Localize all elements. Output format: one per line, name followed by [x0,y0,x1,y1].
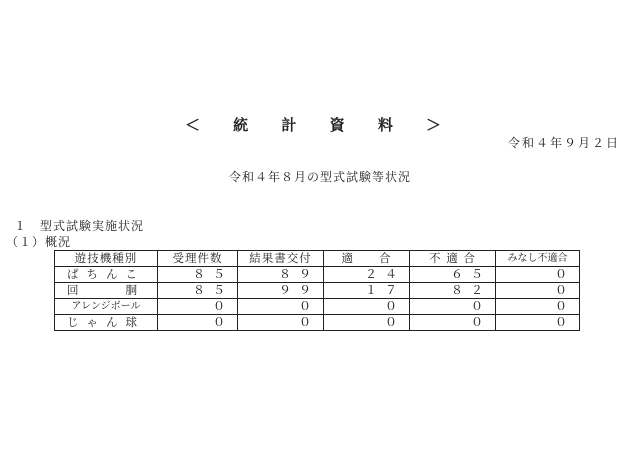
header-machine-type: 遊技機種別 [55,251,158,267]
row-type: 回 胴 [55,283,158,299]
row-type: アレンジボール [55,299,158,315]
cell-compliant: ０ [324,315,410,331]
cell-deemed-noncompliant: ０ [496,315,580,331]
cell-results-issued: ９９ [238,283,324,299]
section-heading: １ 型式試験実施状況 [14,219,145,233]
page-title: ＜ 統 計 資 料 ＞ [184,116,456,134]
cell-deemed-noncompliant: ０ [496,267,580,283]
cell-results-issued: ０ [238,315,324,331]
subsection-heading: （１）概況 [6,235,72,249]
cell-received: ０ [158,299,238,315]
statistics-table [54,250,580,331]
cell-noncompliant: ８２ [410,283,496,299]
cell-compliant: ２４ [324,267,410,283]
cell-received: ８５ [158,283,238,299]
cell-noncompliant: ０ [410,299,496,315]
table-row [55,267,580,283]
table-header-row [55,251,580,267]
cell-compliant: １７ [324,283,410,299]
row-type: じゃん球 [55,315,158,331]
cell-noncompliant: ６５ [410,267,496,283]
report-date: 令和４年９月２日 [507,136,620,150]
report-subtitle: 令和４年８月の型式試験等状況 [228,170,411,184]
header-compliant: 適 合 [324,251,410,267]
cell-results-issued: ０ [238,299,324,315]
cell-deemed-noncompliant: ０ [496,283,580,299]
cell-received: ８５ [158,267,238,283]
table-row [55,299,580,315]
header-deemed-noncompliant: みなし不適合 [496,251,580,267]
cell-noncompliant: ０ [410,315,496,331]
cell-compliant: ０ [324,299,410,315]
cell-received: ０ [158,315,238,331]
table-row [55,283,580,299]
header-results-issued: 結果書交付 [238,251,324,267]
header-noncompliant: 不 適 合 [410,251,496,267]
row-type: ぱちんこ [55,267,158,283]
table-row [55,315,580,331]
header-received: 受理件数 [158,251,238,267]
cell-results-issued: ８９ [238,267,324,283]
cell-deemed-noncompliant: ０ [496,299,580,315]
